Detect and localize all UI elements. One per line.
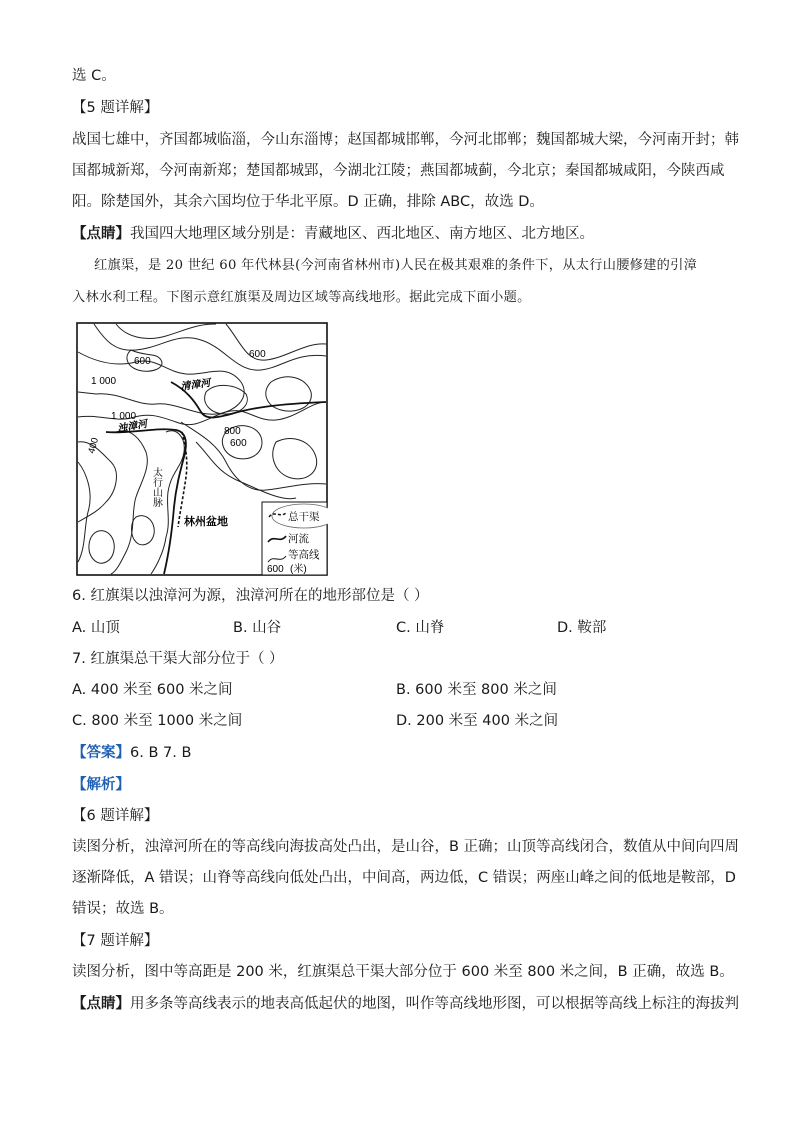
q7-option-a: A. 400 米至 600 米之间 [72,682,233,698]
text-line: 读图分析，浊漳河所在的等高线向海拔高处凸出，是山谷，B 正确；山顶等高线闭合，数值从中间向四周 [72,839,740,855]
q6-option-a: A. 山顶 [72,620,120,636]
answer-text: 6. B 7. B [130,745,192,761]
contour-label: 1 000 [111,411,137,422]
section-heading: 【6 题详解】 [72,808,159,824]
answer-tag: 【答案】 [72,745,130,761]
q6-option-b: B. 山谷 [233,620,282,636]
q7-option-b: B. 600 米至 800 米之间 [396,682,557,698]
tip-tag: 【点睛】 [72,996,130,1012]
tip-text: 我国四大地理区域分别是：青藏地区、西北地区、南方地区、北方地区。 [130,226,594,242]
analysis-tag: 【解析】 [72,777,130,793]
contour-label: 600 [134,356,151,367]
section-heading: 【7 题详解】 [72,933,159,949]
text-line: 国都城新郑，今河南新郑；楚国都城郢，今湖北江陵；燕国都城蓟，今北京；秦国都城咸阳，今陕西咸 [72,163,725,179]
question-6-stem: 6. 红旗渠以浊漳河为源，浊漳河所在的地形部位是（ ） [72,588,429,604]
question-7-stem: 7. 红旗渠总干渠大部分位于（ ） [72,651,284,667]
contour-label: 800 [224,426,241,437]
tip-tag: 【点睛】 [72,226,130,242]
legend-unit: (米) [290,564,307,575]
section-heading: 【5 题详解】 [72,100,159,116]
mountain-label: 太行山脉 [150,467,162,507]
q7-option-c: C. 800 米至 1000 米之间 [72,713,243,729]
text-line: 读图分析，图中等高距是 200 米，红旗渠总干渠大部分位于 600 米至 800 米之间，B 正确，故选 B。 [72,964,734,980]
q6-option-c: C. 山脊 [396,620,445,636]
tip-text: 用多条等高线表示的地表高低起伏的地图，叫作等高线地形图，可以根据等高线上标注的海拔判 [130,996,739,1012]
map-legend [262,502,328,575]
tip-paragraph [72,994,739,1014]
q6-option-d: D. 鞍部 [557,620,607,636]
text-line: 逐渐降低，A 错误；山脊等高线向低处凸出，中间高，两边低，C 错误；两座山峰之间的低地是鞍部，D [72,870,736,886]
contour-label: 1 000 [91,376,117,387]
legend-contour: 等高线 [288,549,320,561]
tip-paragraph [72,224,594,244]
legend-value: 600 [267,564,284,575]
contour-map [76,322,328,576]
river-label-zhuozhang: 浊漳河 [116,418,149,435]
text-line: 阳。除楚国外，其余六国均位于华北平原。D 正确，排除 ABC，故选 D。 [72,194,544,210]
contour-label: 600 [249,349,266,360]
legend-canal: 总干渠 [288,511,320,523]
intro-line: 入林水利工程。下图示意红旗渠及周边区域等高线地形。据此完成下面小题。 [72,290,531,305]
contour-label: 400 [86,436,102,455]
text-line: 错误；故选 B。 [72,901,174,917]
basin-label: 林州盆地 [184,516,228,528]
q7-option-d: D. 200 米至 400 米之间 [396,713,559,729]
intro-line: 红旗渠，是 20 世纪 60 年代林县(今河南省林州市)人民在极其艰难的条件下，从太行山腰修建的引漳 [94,258,698,273]
contour-label: 600 [230,438,247,449]
text-line: 选 C。 [72,68,116,84]
answer-line [72,743,191,763]
legend-river: 河流 [288,533,309,545]
text-line: 战国七雄中，齐国都城临淄，今山东淄博；赵国都城邯郸，今河北邯郸；魏国都城大梁，今河南开封；韩 [72,132,739,148]
river-label-qingzhang: 清漳河 [179,377,212,393]
